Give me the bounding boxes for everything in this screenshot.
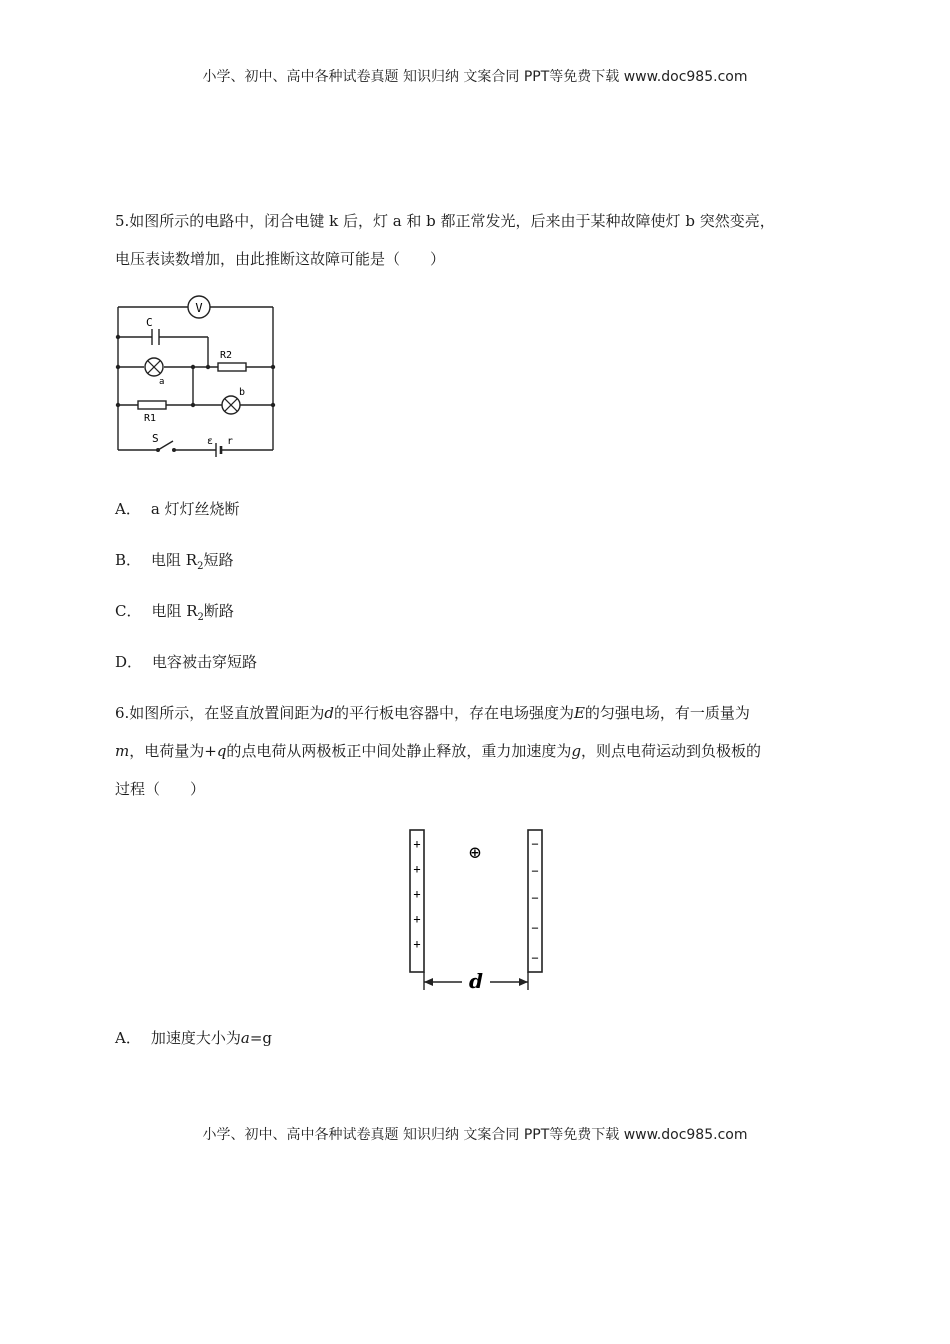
- lamp-a-label: a: [159, 377, 165, 387]
- lamp-b-label: b: [239, 387, 246, 398]
- q5-circuit-diagram: [110, 292, 290, 462]
- q6-stem-line2: m，电荷量为+q的点电荷从两极板正中间处静止释放，重力加速度为g，则点电荷运动到负极板的: [115, 742, 762, 760]
- q5-stem: [115, 202, 835, 278]
- q5-option-c: C． 电阻 $R_2$断路: [115, 602, 234, 623]
- q6-capacitor-figure: [400, 822, 550, 997]
- svg-text:−: −: [531, 837, 539, 851]
- q6-stem-line1: 6.如图所示，在竖直放置间距为d的平行板电容器中，存在电场强度为E的匀强电场，有一质量为: [115, 704, 750, 722]
- resistor-r1: [138, 401, 166, 409]
- q6-stem-line3: 过程（ ）: [115, 780, 206, 798]
- q5-stem-line2: 电压表读数增加，由此推断这故障可能是（ ）: [115, 250, 446, 268]
- lamp-b-symbol: [222, 396, 240, 414]
- junction-dots: [116, 335, 275, 452]
- q5-option-b: B． 电阻 $R_2$短路: [115, 551, 234, 572]
- r1-label: R1: [144, 413, 157, 424]
- svg-text:+: +: [413, 887, 421, 901]
- internal-resistance-label: r: [227, 436, 234, 447]
- switch-label: S: [152, 432, 159, 445]
- svg-text:−: −: [531, 921, 539, 935]
- resistor-r2: [218, 363, 246, 371]
- capacitor-label: C: [146, 316, 153, 329]
- point-charge: ⊕: [468, 840, 482, 864]
- r2-label: R2: [220, 350, 233, 361]
- svg-text:+: +: [413, 862, 421, 876]
- voltmeter-label: V: [195, 301, 203, 315]
- svg-text:+: +: [413, 837, 421, 851]
- switch-blade: [158, 441, 173, 450]
- svg-text:−: −: [531, 891, 539, 905]
- gap-label: d: [469, 969, 483, 993]
- svg-text:−: −: [531, 864, 539, 878]
- emf-label: ε: [207, 436, 214, 447]
- page-footer: 小学、初中、高中各种试卷真题 知识归纳 文案合同 PPT等免费下载 www.doc985.com: [202, 1127, 748, 1143]
- q5-stem-line1: 5.如图所示的电路中，闭合电键 k 后，灯 a 和 b 都正常发光，后来由于某种故障使灯 b 突然变亮，: [115, 212, 775, 230]
- q6-option-a: A． 加速度大小为a=g: [115, 1029, 272, 1047]
- q5-option-d: D． 电容被击穿短路: [115, 653, 258, 671]
- q6-stem: [115, 694, 835, 808]
- svg-text:+: +: [413, 912, 421, 926]
- q5-option-a: A． a 灯灯丝烧断: [115, 500, 240, 518]
- svg-text:+: +: [413, 937, 421, 951]
- svg-text:−: −: [531, 951, 539, 965]
- page-header: 小学、初中、高中各种试卷真题 知识归纳 文案合同 PPT等免费下载 www.doc985.com: [202, 69, 748, 85]
- lamp-a-symbol: [145, 358, 163, 376]
